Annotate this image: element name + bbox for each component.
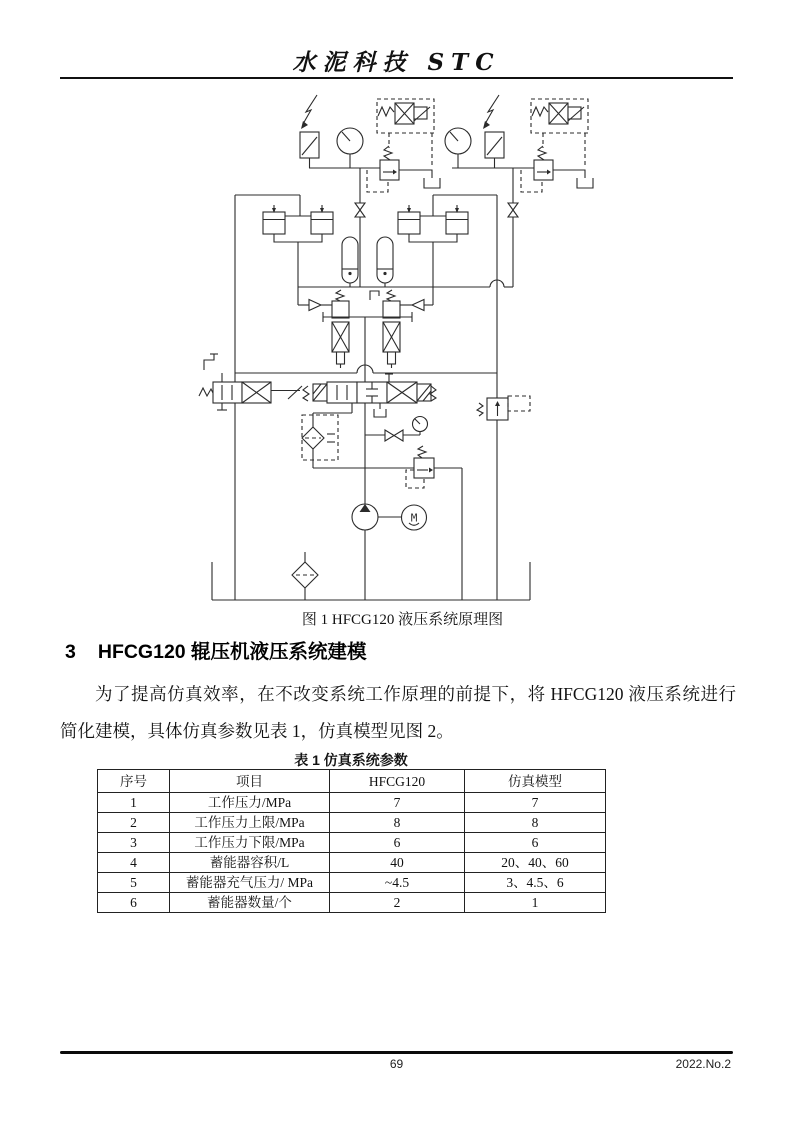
table-cell: ~4.5 (330, 873, 465, 893)
table-cell: 7 (330, 793, 465, 813)
tank-symbol (577, 178, 593, 188)
globe-valve-icon (385, 430, 394, 441)
tank-symbol (424, 178, 440, 188)
table-row (98, 853, 606, 873)
accumulator-icon (377, 237, 393, 287)
relief-valve-icon (534, 160, 553, 180)
tank-symbol (374, 409, 386, 417)
body-paragraph: 为了提高仿真效率，在不改变系统工作原理的前提下，将 HFCG120 液压系统进行简化建模，具体仿真参数见表 1，仿真模型见图 2。 (60, 684, 736, 741)
drain-pipe-symbol (204, 354, 214, 370)
hydraulic-schematic-diagram (185, 88, 620, 605)
table-cell: 8 (465, 813, 606, 833)
oil-tank (212, 562, 530, 600)
system-relief-valve (406, 446, 434, 488)
table-cell: 工作压力/MPa (170, 793, 330, 813)
table-cell: 2 (98, 813, 170, 833)
table-row (98, 813, 606, 833)
return-filter-icon (302, 415, 338, 468)
page-number: 69 (389, 1057, 404, 1071)
table-cell: 1 (465, 893, 606, 913)
table-row (98, 893, 606, 913)
header-divider (60, 77, 733, 79)
table-cell: 40 (330, 853, 465, 873)
table-cell: 7 (465, 793, 606, 813)
table-body (98, 793, 606, 913)
lightning-bolt-icon (485, 95, 499, 124)
table-cell: 6 (98, 893, 170, 913)
table-header-cell: 序号 (98, 770, 170, 793)
section-number: 3 (65, 641, 76, 663)
solenoid-valve-2-2 (199, 354, 302, 410)
footer-divider (60, 1051, 733, 1054)
electric-motor-icon (402, 505, 427, 530)
left-cylinder-pair (263, 205, 333, 287)
table-cell: 8 (330, 813, 465, 833)
needle-valve-icon (508, 203, 518, 217)
table-cell: 1 (98, 793, 170, 813)
table-header-cell: 仿真模型 (465, 770, 606, 793)
needle-valve-icon (355, 203, 365, 217)
table-caption: 表 1 仿真系统参数 (294, 752, 408, 768)
table-cell: 6 (465, 833, 606, 853)
cartridge-valve-icon (383, 301, 400, 318)
svg-text:M: M (410, 511, 418, 525)
right-cylinder-pair (398, 205, 468, 287)
table-cell: 工作压力下限/MPa (170, 833, 330, 853)
table-cell: 6 (330, 833, 465, 853)
simulation-parameters-table (97, 769, 606, 913)
table-cell: 蓄能器数量/个 (170, 893, 330, 913)
table-cell: 4 (98, 853, 170, 873)
figure-caption: 图 1 HFCG120 液压系统原理图 (301, 612, 504, 628)
table-header-cell: 项目 (170, 770, 330, 793)
section-heading (65, 636, 367, 664)
figure-1 (185, 88, 620, 605)
issue-label: 2022.No.2 (675, 1057, 731, 1071)
table-cell: 5 (98, 873, 170, 893)
table-cell: 工作压力上限/MPa (170, 813, 330, 833)
table-cell: 3、4.5、6 (465, 873, 606, 893)
check-valve-icon (309, 300, 321, 311)
table-head (98, 770, 606, 793)
lightning-bolt-icon (303, 95, 317, 124)
table-cell: 3 (98, 833, 170, 853)
table-header-cell: HFCG120 (330, 770, 465, 793)
drain-pipe-symbol (370, 291, 379, 300)
table-cell: 2 (330, 893, 465, 913)
suction-strainer-icon (292, 552, 318, 600)
table-cell: 蓄能器充气压力/ MPa (170, 873, 330, 893)
table-cell: 蓄能器容积/L (170, 853, 330, 873)
table-header-row (98, 770, 606, 793)
right-check-relief-valve (477, 396, 530, 420)
hydraulic-pump-icon (352, 504, 378, 530)
journal-title: 水泥科技 STC (292, 49, 501, 76)
relief-spring (384, 146, 392, 160)
cartridge-valve-icon (332, 301, 349, 318)
gauge-isolator-branch (365, 417, 428, 442)
section-title: HFCG120 辊压机液压系统建模 (97, 641, 367, 663)
table-row (98, 793, 606, 813)
table-cell: 20、40、60 (465, 853, 606, 873)
table-row (98, 833, 606, 853)
table-row (98, 873, 606, 893)
left-supply-circuit (300, 95, 440, 287)
check-valve-icon (412, 300, 424, 311)
relief-valve-icon (380, 160, 399, 180)
accumulator-icon (342, 237, 358, 287)
right-supply-circuit (445, 95, 593, 287)
